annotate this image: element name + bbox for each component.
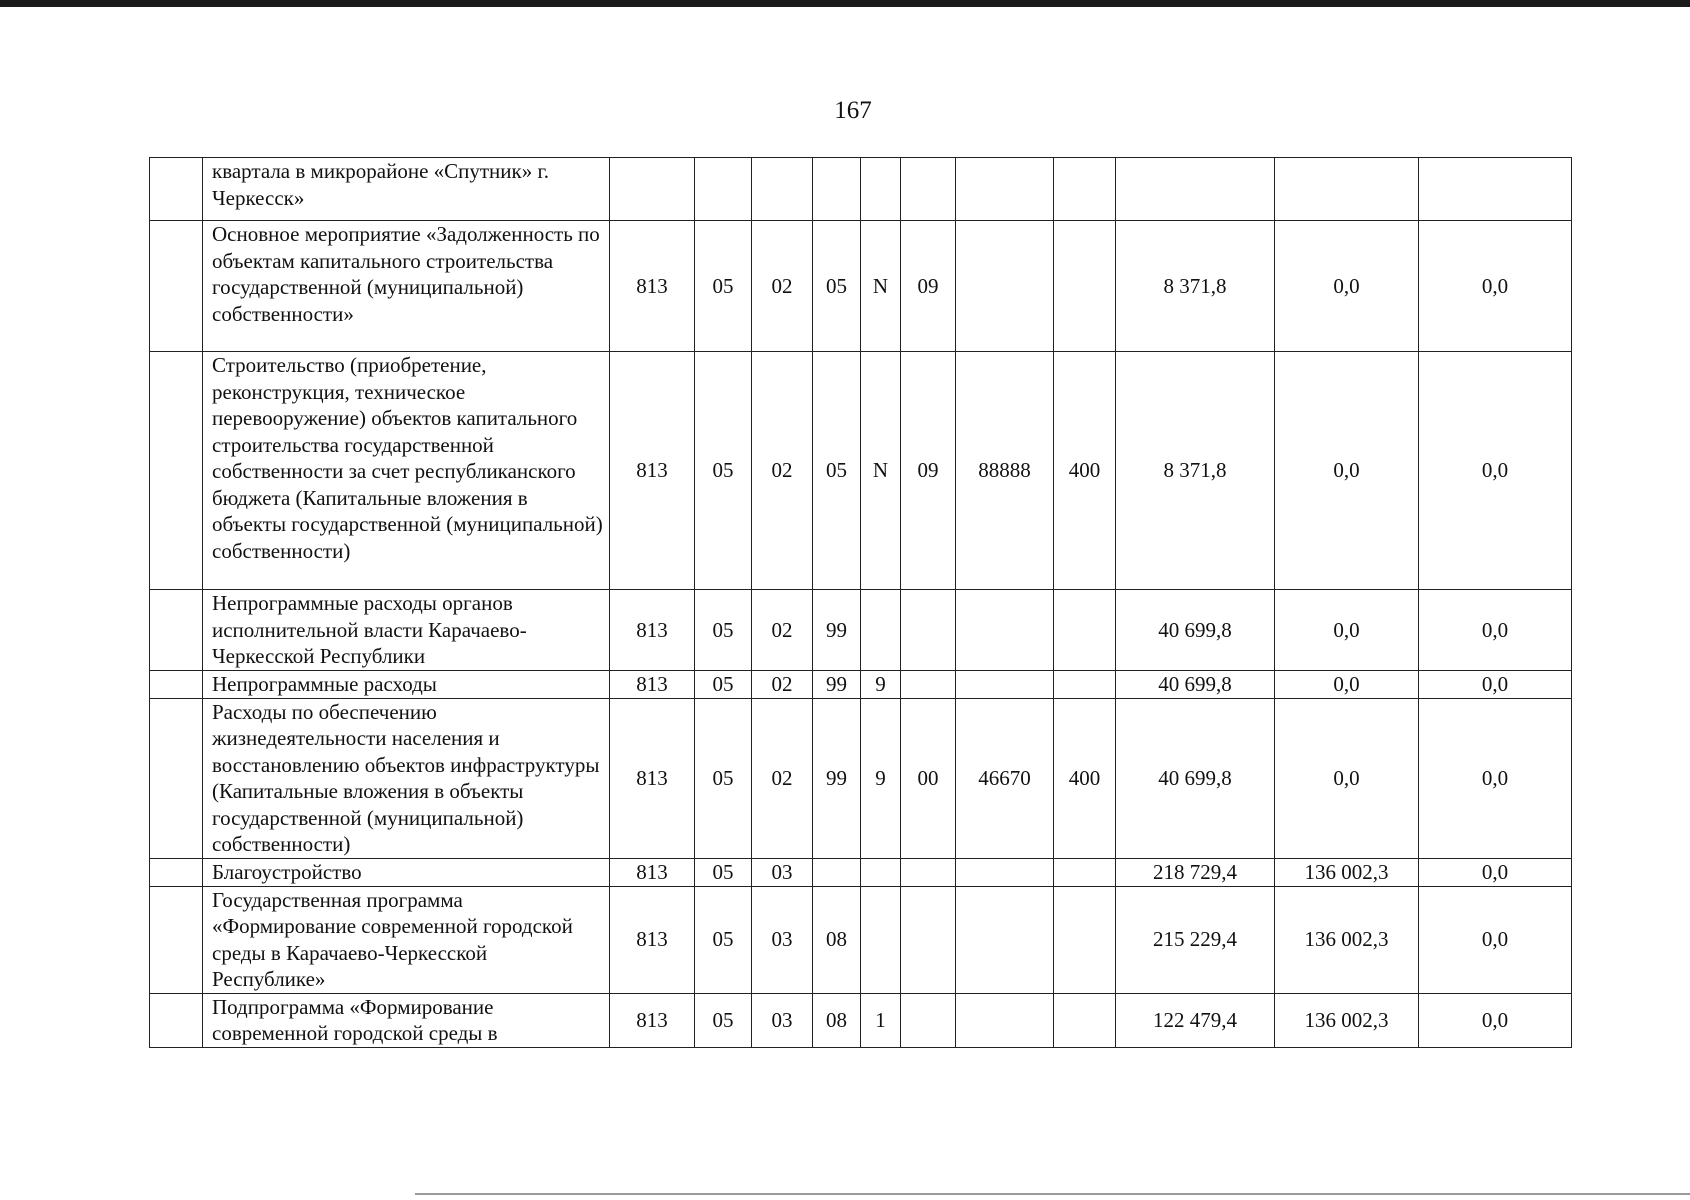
- ministry-code: 813: [610, 221, 695, 352]
- table-row: [150, 698, 1572, 858]
- program-code: 05: [813, 221, 861, 352]
- amount-year-2: 136 002,3: [1275, 886, 1419, 993]
- row-index-cell: [150, 158, 203, 221]
- expense-type-code: 400: [1054, 698, 1116, 858]
- amount-year-1: 40 699,8: [1116, 698, 1275, 858]
- amount-year-2: 136 002,3: [1275, 993, 1419, 1047]
- section-code: 05: [695, 993, 752, 1047]
- section-code: 05: [695, 698, 752, 858]
- top-border-rule: [0, 0, 1690, 7]
- budget-table: [149, 157, 1572, 1048]
- ministry-code: [610, 158, 695, 221]
- section-code: 05: [695, 886, 752, 993]
- amount-year-2: [1275, 158, 1419, 221]
- program-code: 99: [813, 590, 861, 671]
- measure-code: 00: [901, 698, 956, 858]
- direction-code: [956, 886, 1054, 993]
- subsection-code: [752, 158, 813, 221]
- measure-code: [901, 858, 956, 886]
- table-row: [150, 590, 1572, 671]
- amount-year-2: 0,0: [1275, 670, 1419, 698]
- subsection-code: 02: [752, 698, 813, 858]
- measure-code: [901, 993, 956, 1047]
- row-name: квартала в микрорайоне «Спутник» г. Черкесск»: [203, 158, 610, 221]
- row-index-cell: [150, 886, 203, 993]
- ministry-code: 813: [610, 698, 695, 858]
- amount-year-2: 0,0: [1275, 221, 1419, 352]
- direction-code: [956, 993, 1054, 1047]
- subsection-code: 03: [752, 858, 813, 886]
- program-code: 99: [813, 698, 861, 858]
- ministry-code: 813: [610, 352, 695, 590]
- expense-type-code: 400: [1054, 352, 1116, 590]
- expense-type-code: [1054, 590, 1116, 671]
- amount-year-3: 0,0: [1419, 993, 1572, 1047]
- expense-type-code: [1054, 221, 1116, 352]
- section-code: 05: [695, 352, 752, 590]
- subprogram-code: [861, 886, 901, 993]
- subsection-code: 02: [752, 221, 813, 352]
- row-index-cell: [150, 221, 203, 352]
- amount-year-2: 0,0: [1275, 352, 1419, 590]
- amount-year-1: 8 371,8: [1116, 352, 1275, 590]
- amount-year-1: 122 479,4: [1116, 993, 1275, 1047]
- row-index-cell: [150, 590, 203, 671]
- row-index-cell: [150, 858, 203, 886]
- table-row: [150, 993, 1572, 1047]
- subprogram-code: 1: [861, 993, 901, 1047]
- amount-year-3: 0,0: [1419, 352, 1572, 590]
- amount-year-1: 215 229,4: [1116, 886, 1275, 993]
- section-code: 05: [695, 590, 752, 671]
- direction-code: 46670: [956, 698, 1054, 858]
- section-code: 05: [695, 670, 752, 698]
- amount-year-1: 8 371,8: [1116, 221, 1275, 352]
- subsection-code: 02: [752, 590, 813, 671]
- amount-year-2: 136 002,3: [1275, 858, 1419, 886]
- row-name: Государственная программа «Формирование современной городской среды в Карачаево-Черкесской Республике»: [203, 886, 610, 993]
- section-code: 05: [695, 858, 752, 886]
- section-code: [695, 158, 752, 221]
- amount-year-3: 0,0: [1419, 858, 1572, 886]
- subprogram-code: N: [861, 221, 901, 352]
- ministry-code: 813: [610, 886, 695, 993]
- subprogram-code: 9: [861, 670, 901, 698]
- row-name: Непрограммные расходы органов исполнительной власти Карачаево-Черкесской Республики: [203, 590, 610, 671]
- amount-year-3: 0,0: [1419, 590, 1572, 671]
- row-name: Подпрограмма «Формирование современной городской среды в: [203, 993, 610, 1047]
- row-name: Непрограммные расходы: [203, 670, 610, 698]
- subsection-code: 03: [752, 993, 813, 1047]
- bottom-border-rule: [415, 1193, 1690, 1195]
- program-code: 08: [813, 993, 861, 1047]
- row-index-cell: [150, 698, 203, 858]
- row-name: Благоустройство: [203, 858, 610, 886]
- subprogram-code: N: [861, 352, 901, 590]
- direction-code: [956, 670, 1054, 698]
- direction-code: 88888: [956, 352, 1054, 590]
- amount-year-1: 218 729,4: [1116, 858, 1275, 886]
- amount-year-3: 0,0: [1419, 221, 1572, 352]
- table-row: [150, 221, 1572, 352]
- expense-type-code: [1054, 886, 1116, 993]
- measure-code: [901, 590, 956, 671]
- subprogram-code: [861, 158, 901, 221]
- amount-year-2: 0,0: [1275, 698, 1419, 858]
- table-row: [150, 158, 1572, 221]
- direction-code: [956, 858, 1054, 886]
- ministry-code: 813: [610, 670, 695, 698]
- expense-type-code: [1054, 993, 1116, 1047]
- subprogram-code: [861, 858, 901, 886]
- measure-code: [901, 158, 956, 221]
- row-index-cell: [150, 993, 203, 1047]
- amount-year-3: 0,0: [1419, 670, 1572, 698]
- subprogram-code: 9: [861, 698, 901, 858]
- row-index-cell: [150, 670, 203, 698]
- program-code: 05: [813, 352, 861, 590]
- amount-year-1: 40 699,8: [1116, 670, 1275, 698]
- section-code: 05: [695, 221, 752, 352]
- direction-code: [956, 221, 1054, 352]
- subsection-code: 02: [752, 352, 813, 590]
- subsection-code: 02: [752, 670, 813, 698]
- subsection-code: 03: [752, 886, 813, 993]
- page-number: 167: [834, 97, 872, 124]
- program-code: 08: [813, 886, 861, 993]
- direction-code: [956, 590, 1054, 671]
- measure-code: 09: [901, 221, 956, 352]
- amount-year-1: [1116, 158, 1275, 221]
- table-row: [150, 670, 1572, 698]
- amount-year-3: 0,0: [1419, 886, 1572, 993]
- measure-code: [901, 886, 956, 993]
- table-body: [150, 158, 1572, 1048]
- subprogram-code: [861, 590, 901, 671]
- ministry-code: 813: [610, 858, 695, 886]
- ministry-code: 813: [610, 993, 695, 1047]
- expense-type-code: [1054, 158, 1116, 221]
- amount-year-3: [1419, 158, 1572, 221]
- table-row: [150, 858, 1572, 886]
- row-name: Основное мероприятие «Задолженность по объектам капитального строительства государственной (муниципальной) собственности»: [203, 221, 610, 352]
- program-code: [813, 858, 861, 886]
- direction-code: [956, 158, 1054, 221]
- table-row: [150, 352, 1572, 590]
- amount-year-1: 40 699,8: [1116, 590, 1275, 671]
- measure-code: 09: [901, 352, 956, 590]
- row-index-cell: [150, 352, 203, 590]
- program-code: [813, 158, 861, 221]
- amount-year-2: 0,0: [1275, 590, 1419, 671]
- expense-type-code: [1054, 858, 1116, 886]
- amount-year-3: 0,0: [1419, 698, 1572, 858]
- measure-code: [901, 670, 956, 698]
- row-name: Строительство (приобретение, реконструкция, техническое перевооружение) объектов капитального строительства государственной собственности за счет республиканского бюджета (Капитальные вложения в объекты государственной (муниципальной) собственности): [203, 352, 610, 590]
- row-name: Расходы по обеспечению жизнедеятельности населения и восстановлению объектов инфраструктуры (Капитальные вложения в объекты государственной (муниципальной) собственности): [203, 698, 610, 858]
- table-row: [150, 886, 1572, 993]
- expense-type-code: [1054, 670, 1116, 698]
- ministry-code: 813: [610, 590, 695, 671]
- program-code: 99: [813, 670, 861, 698]
